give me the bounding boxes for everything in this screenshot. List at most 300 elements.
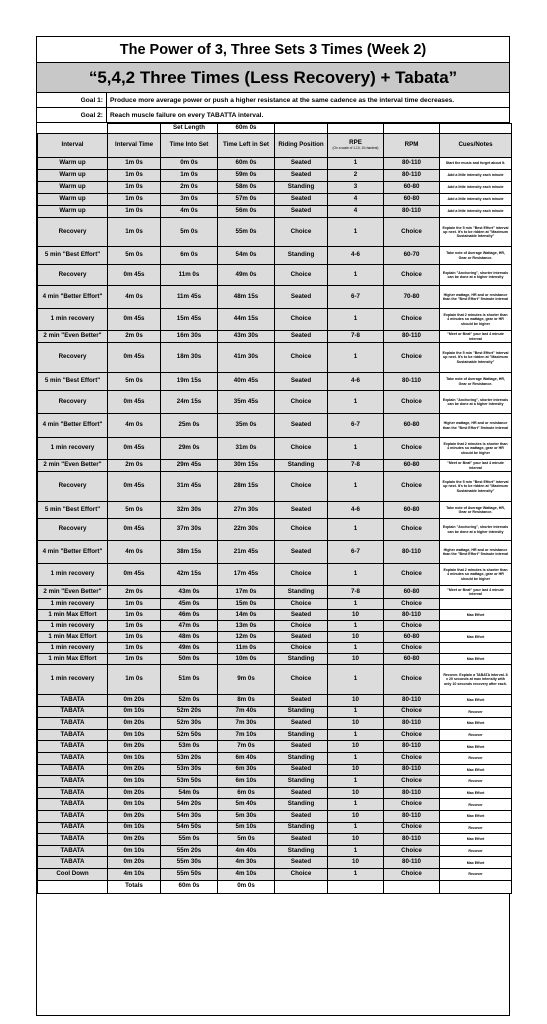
interval-time-cell: 4m 0s bbox=[108, 541, 161, 564]
rpm-cell: 80-110 bbox=[384, 764, 440, 776]
rpe-cell: 10 bbox=[328, 610, 384, 621]
interval-cell: TABATA bbox=[38, 752, 108, 764]
interval-time-cell: 5m 0s bbox=[108, 373, 161, 391]
table-row bbox=[38, 764, 512, 776]
rpm-cell: 80-110 bbox=[384, 857, 440, 869]
cue-note-cell: Higher wattage, HR and or resistance than the "Best Effort" 5minute interval bbox=[440, 414, 512, 438]
riding-position-cell: Seated bbox=[275, 170, 328, 182]
time-into-set-cell: 42m 15s bbox=[161, 564, 218, 586]
time-left-cell: 21m 45s bbox=[218, 541, 275, 564]
rpe-cell: 1 bbox=[328, 706, 384, 718]
riding-position-cell: Standing bbox=[275, 729, 328, 741]
rpm-cell: 80-110 bbox=[384, 834, 440, 846]
rpm-cell: Choice bbox=[384, 265, 440, 286]
cue-note-cell: Add a little intensity each minute bbox=[440, 182, 512, 194]
rpm-cell: 80-110 bbox=[384, 373, 440, 391]
time-into-set-cell: 49m 0s bbox=[161, 643, 218, 654]
riding-position-cell: Seated bbox=[275, 194, 328, 206]
rpm-cell: Choice bbox=[384, 729, 440, 741]
time-left-cell: 27m 30s bbox=[218, 502, 275, 519]
time-into-set-cell: 53m 30s bbox=[161, 764, 218, 776]
time-left-cell: 17m 45s bbox=[218, 564, 275, 586]
time-into-set-cell: 51m 0s bbox=[161, 665, 218, 695]
cue-note-cell: Recover bbox=[440, 868, 512, 880]
cue-note-cell: Recover bbox=[440, 845, 512, 857]
interval-time-cell: 0m 45s bbox=[108, 265, 161, 286]
table-row bbox=[38, 502, 512, 519]
header-time-left: Time Left in Set bbox=[218, 134, 275, 158]
table-row bbox=[38, 438, 512, 460]
rpe-cell: 10 bbox=[328, 764, 384, 776]
time-into-set-cell: 25m 0s bbox=[161, 414, 218, 438]
table-row bbox=[38, 857, 512, 869]
interval-time-cell: 0m 20s bbox=[108, 857, 161, 869]
time-into-set-cell: 18m 30s bbox=[161, 343, 218, 373]
interval-time-cell: 1m 0s bbox=[108, 206, 161, 218]
interval-cell: 4 min "Better Effort" bbox=[38, 541, 108, 564]
cue-note-cell: Max Effort bbox=[440, 741, 512, 753]
interval-time-cell: 0m 10s bbox=[108, 706, 161, 718]
rpm-cell: Choice bbox=[384, 218, 440, 247]
time-left-cell: 7m 30s bbox=[218, 718, 275, 730]
time-into-set-cell: 6m 0s bbox=[161, 247, 218, 265]
time-left-cell: 22m 30s bbox=[218, 519, 275, 541]
cue-note-cell: Take note of Average Wattage, HR, Gear or Resistance. bbox=[440, 373, 512, 391]
riding-position-cell: Seated bbox=[275, 857, 328, 869]
interval-time-cell: 4m 0s bbox=[108, 286, 161, 309]
table-row bbox=[38, 309, 512, 331]
interval-time-cell: 0m 20s bbox=[108, 741, 161, 753]
rpm-cell: 80-110 bbox=[384, 810, 440, 822]
time-into-set-cell: 53m 20s bbox=[161, 752, 218, 764]
table-row bbox=[38, 158, 512, 170]
interval-cell: 5 min "Best Effort" bbox=[38, 247, 108, 265]
interval-time-cell: 1m 0s bbox=[108, 632, 161, 643]
table-row bbox=[38, 741, 512, 753]
riding-position-cell: Seated bbox=[275, 414, 328, 438]
interval-cell: 4 min "Better Effort" bbox=[38, 414, 108, 438]
time-left-cell: 5m 10s bbox=[218, 822, 275, 834]
rpe-cell: 7-8 bbox=[328, 460, 384, 472]
time-left-cell: 6m 40s bbox=[218, 752, 275, 764]
cue-note-cell bbox=[440, 599, 512, 610]
rpe-cell: 1 bbox=[328, 472, 384, 502]
cue-note-cell: Explain the 5 min "Best Effort" interval up next. It's to be ridden at "Maximum Sustainable Intensity" bbox=[440, 218, 512, 247]
rpm-cell: Choice bbox=[384, 706, 440, 718]
header-cues: Cues/Notes bbox=[440, 134, 512, 158]
rpm-cell: Choice bbox=[384, 472, 440, 502]
workout-table bbox=[37, 123, 512, 894]
rpe-cell: 4-6 bbox=[328, 502, 384, 519]
interval-time-cell: 0m 45s bbox=[108, 519, 161, 541]
header-rpm: RPM bbox=[384, 134, 440, 158]
rpe-cell: 10 bbox=[328, 834, 384, 846]
interval-cell: 2 min "Even Better" bbox=[38, 586, 108, 599]
rpm-cell: 80-110 bbox=[384, 331, 440, 343]
time-left-cell: 14m 0s bbox=[218, 610, 275, 621]
time-left-cell: 30m 15s bbox=[218, 460, 275, 472]
rpm-cell: Choice bbox=[384, 665, 440, 695]
table-row bbox=[38, 868, 512, 880]
rpe-scale-note: (On a scale of 1-10, 10=hardest) bbox=[332, 146, 379, 151]
table-row bbox=[38, 718, 512, 730]
rpe-cell: 1 bbox=[328, 309, 384, 331]
cue-note-cell: Max Effort bbox=[440, 610, 512, 621]
cue-note-cell: Explain "Anchoring", shorter intervals can be done at a higher intensity bbox=[440, 519, 512, 541]
cue-note-cell: Max Effort bbox=[440, 654, 512, 665]
rpe-cell: 1 bbox=[328, 845, 384, 857]
rpe-cell: 2 bbox=[328, 170, 384, 182]
interval-time-cell: 0m 10s bbox=[108, 799, 161, 811]
interval-cell: Warm up bbox=[38, 194, 108, 206]
riding-position-cell: Choice bbox=[275, 343, 328, 373]
empty-cell bbox=[328, 880, 384, 893]
interval-cell: TABATA bbox=[38, 857, 108, 869]
rpm-cell: 80-110 bbox=[384, 718, 440, 730]
time-into-set-cell: 50m 0s bbox=[161, 654, 218, 665]
interval-time-cell: 0m 10s bbox=[108, 776, 161, 788]
rpe-cell: 1 bbox=[328, 158, 384, 170]
interval-time-cell: 5m 0s bbox=[108, 502, 161, 519]
time-left-cell: 57m 0s bbox=[218, 194, 275, 206]
interval-cell: Cool Down bbox=[38, 868, 108, 880]
interval-cell: Recovery bbox=[38, 472, 108, 502]
cue-note-cell: Add a little intensity each minute bbox=[440, 170, 512, 182]
time-into-set-cell: 55m 50s bbox=[161, 868, 218, 880]
rpm-cell: 60-80 bbox=[384, 460, 440, 472]
rpm-cell: Choice bbox=[384, 438, 440, 460]
interval-cell: TABATA bbox=[38, 706, 108, 718]
table-row bbox=[38, 460, 512, 472]
rpm-cell: 80-110 bbox=[384, 158, 440, 170]
cue-note-cell: Explain that 2 minutes is shorter than 4 minutes so wattage, gear or HR should be higher bbox=[440, 309, 512, 331]
riding-position-cell: Choice bbox=[275, 621, 328, 632]
header-time-into-set: Time Into Set bbox=[161, 134, 218, 158]
cue-note-cell: "Meet or Beat" your last 4 minute interval bbox=[440, 586, 512, 599]
time-into-set-cell: 47m 0s bbox=[161, 621, 218, 632]
interval-time-cell: 1m 0s bbox=[108, 194, 161, 206]
rpe-cell: 4 bbox=[328, 194, 384, 206]
riding-position-cell: Choice bbox=[275, 472, 328, 502]
header-rpe bbox=[328, 134, 384, 158]
rpe-cell: 1 bbox=[328, 752, 384, 764]
table-row bbox=[38, 519, 512, 541]
interval-cell: 1 min recovery bbox=[38, 621, 108, 632]
empty-cell bbox=[384, 880, 440, 893]
rpe-cell: 1 bbox=[328, 391, 384, 414]
time-left-cell: 35m 45s bbox=[218, 391, 275, 414]
time-left-cell: 6m 30s bbox=[218, 764, 275, 776]
table-row bbox=[38, 610, 512, 621]
riding-position-cell: Choice bbox=[275, 438, 328, 460]
cue-note-cell: Take note of Average Wattage, HR, Gear or Resistance. bbox=[440, 502, 512, 519]
rpe-cell: 7-8 bbox=[328, 586, 384, 599]
riding-position-cell: Seated bbox=[275, 787, 328, 799]
table-row bbox=[38, 331, 512, 343]
table-row bbox=[38, 206, 512, 218]
table-row bbox=[38, 564, 512, 586]
riding-position-cell: Seated bbox=[275, 610, 328, 621]
table-row bbox=[38, 706, 512, 718]
cue-note-cell: Recover bbox=[440, 706, 512, 718]
rpe-cell: 10 bbox=[328, 654, 384, 665]
rpe-cell: 3 bbox=[328, 182, 384, 194]
riding-position-cell: Choice bbox=[275, 868, 328, 880]
riding-position-cell: Choice bbox=[275, 665, 328, 695]
rpm-cell: Choice bbox=[384, 621, 440, 632]
time-into-set-cell: 4m 0s bbox=[161, 206, 218, 218]
time-into-set-cell: 52m 30s bbox=[161, 718, 218, 730]
time-into-set-cell: 1m 0s bbox=[161, 170, 218, 182]
interval-cell: Recovery bbox=[38, 218, 108, 247]
goal-label: Goal 2: bbox=[37, 108, 107, 122]
interval-cell: 2 min "Even Better" bbox=[38, 331, 108, 343]
table-row bbox=[38, 194, 512, 206]
rpm-cell: Choice bbox=[384, 868, 440, 880]
cue-note-cell: Max Effort bbox=[440, 857, 512, 869]
goal-text: Reach muscle failure on every TABATTA interval. bbox=[110, 111, 264, 119]
rpe-cell: 1 bbox=[328, 519, 384, 541]
time-into-set-cell: 16m 30s bbox=[161, 331, 218, 343]
cue-note-cell: Max Effort bbox=[440, 718, 512, 730]
riding-position-cell: Standing bbox=[275, 799, 328, 811]
time-into-set-cell: 45m 0s bbox=[161, 599, 218, 610]
interval-time-cell: 0m 45s bbox=[108, 343, 161, 373]
cue-note-cell: Recover bbox=[440, 799, 512, 811]
cue-note-cell: Take note of Average Wattage, HR, Gear or Resistance. bbox=[440, 247, 512, 265]
time-into-set-cell: 54m 0s bbox=[161, 787, 218, 799]
interval-cell: TABATA bbox=[38, 776, 108, 788]
table-row bbox=[38, 787, 512, 799]
time-left-cell: 54m 0s bbox=[218, 247, 275, 265]
riding-position-cell: Standing bbox=[275, 845, 328, 857]
cue-note-cell: Recover. Explain a TABATA interval. 8 x 20 seconds at max intensity with only 10 seconds recovery after each. bbox=[440, 665, 512, 695]
interval-time-cell: 0m 45s bbox=[108, 309, 161, 331]
time-left-cell: 5m 0s bbox=[218, 834, 275, 846]
time-left-cell: 8m 0s bbox=[218, 695, 275, 707]
cue-note-cell: Add a little intensity each minute bbox=[440, 206, 512, 218]
table-row bbox=[38, 472, 512, 502]
time-left-cell: 35m 0s bbox=[218, 414, 275, 438]
page-title: The Power of 3, Three Sets 3 Times (Week 2) bbox=[37, 37, 509, 63]
totals-time-left: 0m 0s bbox=[218, 880, 275, 893]
cue-note-cell bbox=[440, 621, 512, 632]
interval-cell: Warm up bbox=[38, 206, 108, 218]
cue-note-cell: Higher wattage, HR and or resistance than the "Best Effort" 5minute interval bbox=[440, 286, 512, 309]
rpe-cell: 1 bbox=[328, 643, 384, 654]
riding-position-cell: Standing bbox=[275, 247, 328, 265]
cue-note-cell: Explain that 2 minutes is shorter than 4 minutes so wattage, gear or HR should be higher bbox=[440, 438, 512, 460]
interval-time-cell: 0m 20s bbox=[108, 695, 161, 707]
interval-cell: TABATA bbox=[38, 764, 108, 776]
time-left-cell: 58m 0s bbox=[218, 182, 275, 194]
time-into-set-cell: 48m 0s bbox=[161, 632, 218, 643]
riding-position-cell: Seated bbox=[275, 834, 328, 846]
table-row bbox=[38, 343, 512, 373]
interval-time-cell: 1m 0s bbox=[108, 621, 161, 632]
rpe-cell: 1 bbox=[328, 868, 384, 880]
time-into-set-cell: 32m 30s bbox=[161, 502, 218, 519]
time-into-set-cell: 53m 0s bbox=[161, 741, 218, 753]
riding-position-cell: Seated bbox=[275, 632, 328, 643]
table-row bbox=[38, 632, 512, 643]
riding-position-cell: Choice bbox=[275, 643, 328, 654]
interval-cell: 5 min "Best Effort" bbox=[38, 373, 108, 391]
rpm-cell: Choice bbox=[384, 564, 440, 586]
interval-cell: TABATA bbox=[38, 799, 108, 811]
interval-cell: 1 min recovery bbox=[38, 564, 108, 586]
rpe-cell: 10 bbox=[328, 695, 384, 707]
time-into-set-cell: 31m 45s bbox=[161, 472, 218, 502]
time-into-set-cell: 52m 20s bbox=[161, 706, 218, 718]
table-row bbox=[38, 822, 512, 834]
interval-time-cell: 2m 0s bbox=[108, 460, 161, 472]
goal-label: Goal 1: bbox=[37, 93, 107, 107]
riding-position-cell: Seated bbox=[275, 718, 328, 730]
rpm-cell: 80-110 bbox=[384, 610, 440, 621]
riding-position-cell: Choice bbox=[275, 218, 328, 247]
time-into-set-cell: 46m 0s bbox=[161, 610, 218, 621]
interval-time-cell: 0m 45s bbox=[108, 472, 161, 502]
time-into-set-cell: 5m 0s bbox=[161, 218, 218, 247]
time-into-set-cell: 38m 15s bbox=[161, 541, 218, 564]
rpe-cell: 1 bbox=[328, 343, 384, 373]
interval-time-cell: 0m 20s bbox=[108, 787, 161, 799]
interval-time-cell: 2m 0s bbox=[108, 331, 161, 343]
time-left-cell: 12m 0s bbox=[218, 632, 275, 643]
interval-cell: 1 min Max Effort bbox=[38, 610, 108, 621]
interval-cell: TABATA bbox=[38, 718, 108, 730]
rpm-cell: 60-80 bbox=[384, 502, 440, 519]
time-left-cell: 9m 0s bbox=[218, 665, 275, 695]
rpm-cell: Choice bbox=[384, 845, 440, 857]
riding-position-cell: Seated bbox=[275, 373, 328, 391]
cue-note-cell: Recover bbox=[440, 776, 512, 788]
header-interval: Interval bbox=[38, 134, 108, 158]
table-row bbox=[38, 170, 512, 182]
riding-position-cell: Choice bbox=[275, 265, 328, 286]
cue-note-cell: Max Effort bbox=[440, 695, 512, 707]
interval-cell: TABATA bbox=[38, 810, 108, 822]
rpm-cell: Choice bbox=[384, 519, 440, 541]
time-left-cell: 4m 10s bbox=[218, 868, 275, 880]
rpm-cell: 60-80 bbox=[384, 632, 440, 643]
time-left-cell: 5m 30s bbox=[218, 810, 275, 822]
cue-note-cell: Explain "Anchoring", shorter intervals can be done at a higher intensity bbox=[440, 265, 512, 286]
interval-cell: 1 min recovery bbox=[38, 309, 108, 331]
rpm-cell: 80-110 bbox=[384, 695, 440, 707]
interval-cell: 1 min recovery bbox=[38, 665, 108, 695]
riding-position-cell: Seated bbox=[275, 810, 328, 822]
rpe-cell: 1 bbox=[328, 799, 384, 811]
interval-cell: TABATA bbox=[38, 787, 108, 799]
header-row bbox=[38, 134, 512, 158]
interval-time-cell: 2m 0s bbox=[108, 586, 161, 599]
cue-note-cell: Max Effort bbox=[440, 834, 512, 846]
time-left-cell: 48m 15s bbox=[218, 286, 275, 309]
rpe-cell: 1 bbox=[328, 438, 384, 460]
goal-row bbox=[37, 108, 509, 123]
rpe-cell: 1 bbox=[328, 621, 384, 632]
interval-time-cell: 0m 45s bbox=[108, 438, 161, 460]
interval-cell: Recovery bbox=[38, 265, 108, 286]
riding-position-cell: Seated bbox=[275, 158, 328, 170]
interval-cell: 1 min recovery bbox=[38, 599, 108, 610]
rpe-label: RPE bbox=[349, 139, 362, 147]
time-left-cell: 49m 0s bbox=[218, 265, 275, 286]
riding-position-cell: Seated bbox=[275, 206, 328, 218]
time-into-set-cell: 55m 0s bbox=[161, 834, 218, 846]
table-row bbox=[38, 599, 512, 610]
rpm-cell: Choice bbox=[384, 599, 440, 610]
time-left-cell: 7m 10s bbox=[218, 729, 275, 741]
set-length-value: 60m 0s bbox=[218, 124, 275, 134]
cue-note-cell: Start the music and forget about it. bbox=[440, 158, 512, 170]
interval-cell: Recovery bbox=[38, 519, 108, 541]
riding-position-cell: Standing bbox=[275, 822, 328, 834]
time-left-cell: 4m 30s bbox=[218, 857, 275, 869]
time-left-cell: 43m 30s bbox=[218, 331, 275, 343]
rpe-cell: 1 bbox=[328, 822, 384, 834]
time-left-cell: 31m 0s bbox=[218, 438, 275, 460]
rpe-cell: 10 bbox=[328, 810, 384, 822]
rpe-cell: 1 bbox=[328, 599, 384, 610]
rpm-cell: 80-110 bbox=[384, 741, 440, 753]
rpe-cell: 1 bbox=[328, 564, 384, 586]
time-into-set-cell: 55m 30s bbox=[161, 857, 218, 869]
riding-position-cell: Seated bbox=[275, 764, 328, 776]
interval-time-cell: 0m 20s bbox=[108, 718, 161, 730]
interval-time-cell: 0m 45s bbox=[108, 564, 161, 586]
time-left-cell: 15m 0s bbox=[218, 599, 275, 610]
riding-position-cell: Choice bbox=[275, 519, 328, 541]
time-left-cell: 17m 0s bbox=[218, 586, 275, 599]
rpm-cell: 60-80 bbox=[384, 654, 440, 665]
riding-position-cell: Standing bbox=[275, 706, 328, 718]
interval-time-cell: 5m 0s bbox=[108, 247, 161, 265]
cue-note-cell: Max Effort bbox=[440, 632, 512, 643]
time-left-cell: 7m 0s bbox=[218, 741, 275, 753]
cue-note-cell: Recover bbox=[440, 752, 512, 764]
riding-position-cell: Seated bbox=[275, 502, 328, 519]
interval-cell: TABATA bbox=[38, 741, 108, 753]
time-into-set-cell: 24m 15s bbox=[161, 391, 218, 414]
riding-position-cell: Standing bbox=[275, 776, 328, 788]
rpm-cell: Choice bbox=[384, 822, 440, 834]
interval-cell: TABATA bbox=[38, 834, 108, 846]
time-into-set-cell: 19m 15s bbox=[161, 373, 218, 391]
table-row bbox=[38, 810, 512, 822]
empty-cell bbox=[108, 124, 161, 134]
time-left-cell: 44m 15s bbox=[218, 309, 275, 331]
table-row bbox=[38, 665, 512, 695]
rpe-cell: 1 bbox=[328, 665, 384, 695]
cue-note-cell: "Meet or Beat" your last 4 minute interval bbox=[440, 460, 512, 472]
interval-time-cell: 0m 45s bbox=[108, 391, 161, 414]
interval-time-cell: 1m 0s bbox=[108, 158, 161, 170]
cue-note-cell: Max Effort bbox=[440, 810, 512, 822]
time-left-cell: 13m 0s bbox=[218, 621, 275, 632]
interval-cell: Warm up bbox=[38, 170, 108, 182]
time-into-set-cell: 29m 45s bbox=[161, 460, 218, 472]
rpm-cell: 70-80 bbox=[384, 286, 440, 309]
table-row bbox=[38, 776, 512, 788]
empty-cell bbox=[440, 880, 512, 893]
goal-text: Produce more average power or push a higher resistance at the same cadence as the interval time decreases. bbox=[110, 96, 455, 104]
riding-position-cell: Standing bbox=[275, 752, 328, 764]
table-row bbox=[38, 729, 512, 741]
time-into-set-cell: 37m 30s bbox=[161, 519, 218, 541]
